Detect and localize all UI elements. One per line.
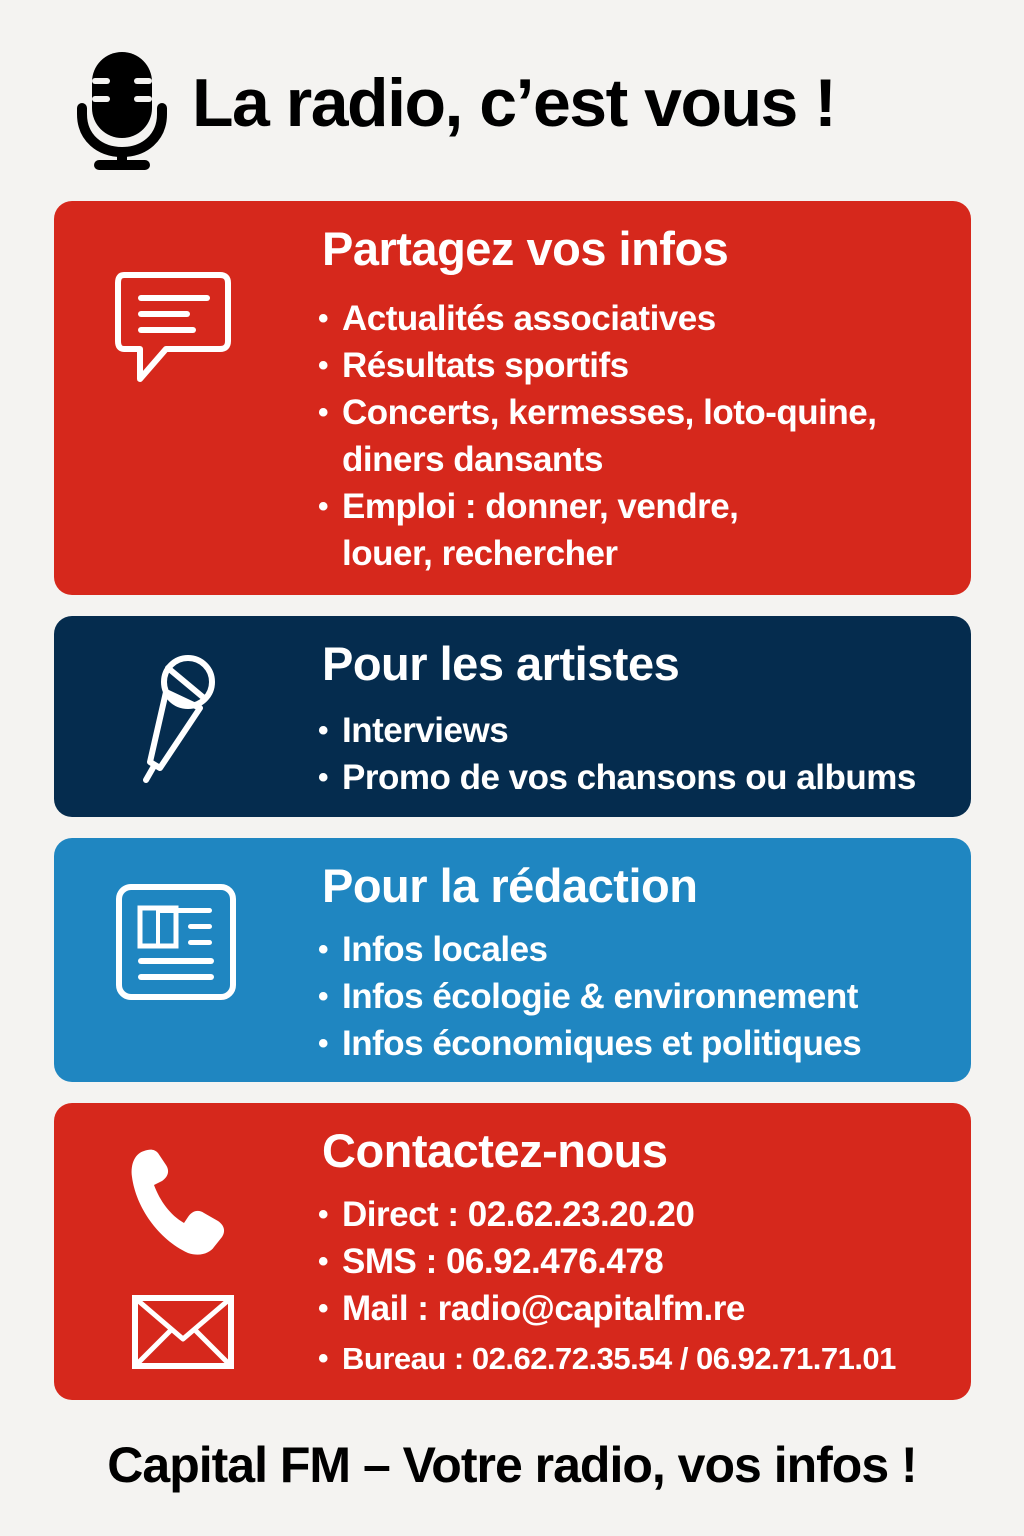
card-title: Pour les artistes — [322, 637, 680, 690]
chat-bubble-icon — [114, 271, 232, 387]
list-item: • Interviews — [318, 711, 509, 750]
envelope-icon — [132, 1295, 234, 1369]
newspaper-icon — [114, 882, 238, 1002]
page-title: La radio, c’est vous ! — [192, 65, 836, 141]
card-contact — [54, 1103, 971, 1400]
footer-tagline: Capital FM – Votre radio, vos infos ! — [107, 1437, 917, 1493]
list-item: • Infos locales — [318, 930, 548, 969]
newsroom-list — [318, 926, 861, 1067]
list-item: • Infos écologie & environnement — [318, 977, 858, 1016]
list-item: • Actualités associatives — [318, 299, 716, 338]
phone-icon — [130, 1147, 236, 1257]
list-item: • Concerts, kermesses, loto-quine, diners dansants — [318, 393, 877, 479]
contact-office[interactable]: • Bureau : 02.62.72.35.54 / 06.92.71.71.01 — [318, 1341, 896, 1376]
handheld-microphone-icon — [116, 652, 220, 784]
microphone-icon — [74, 52, 170, 172]
list-item: • Résultats sportifs — [318, 346, 629, 385]
card-title: Pour la rédaction — [322, 859, 698, 912]
info-list — [318, 295, 876, 577]
header — [0, 40, 1024, 180]
list-item: • Infos économiques et politiques — [318, 1024, 862, 1063]
list-item: • Promo de vos chansons ou albums — [318, 758, 916, 797]
contact-mail[interactable]: • Mail : radio@capitalfm.re — [318, 1289, 745, 1328]
contact-direct[interactable]: • Direct : 02.62.23.20.20 — [318, 1195, 695, 1234]
contact-list — [318, 1191, 896, 1386]
list-item: • Emploi : donner, vendre, louer, rechercher — [318, 487, 739, 573]
card-title: Partagez vos infos — [322, 222, 729, 275]
card-newsroom — [54, 838, 971, 1082]
card-share-info — [54, 201, 971, 595]
artists-list — [318, 707, 916, 801]
card-title: Contactez-nous — [322, 1124, 668, 1177]
card-artists — [54, 616, 971, 817]
contact-sms[interactable]: • SMS : 06.92.476.478 — [318, 1242, 664, 1281]
